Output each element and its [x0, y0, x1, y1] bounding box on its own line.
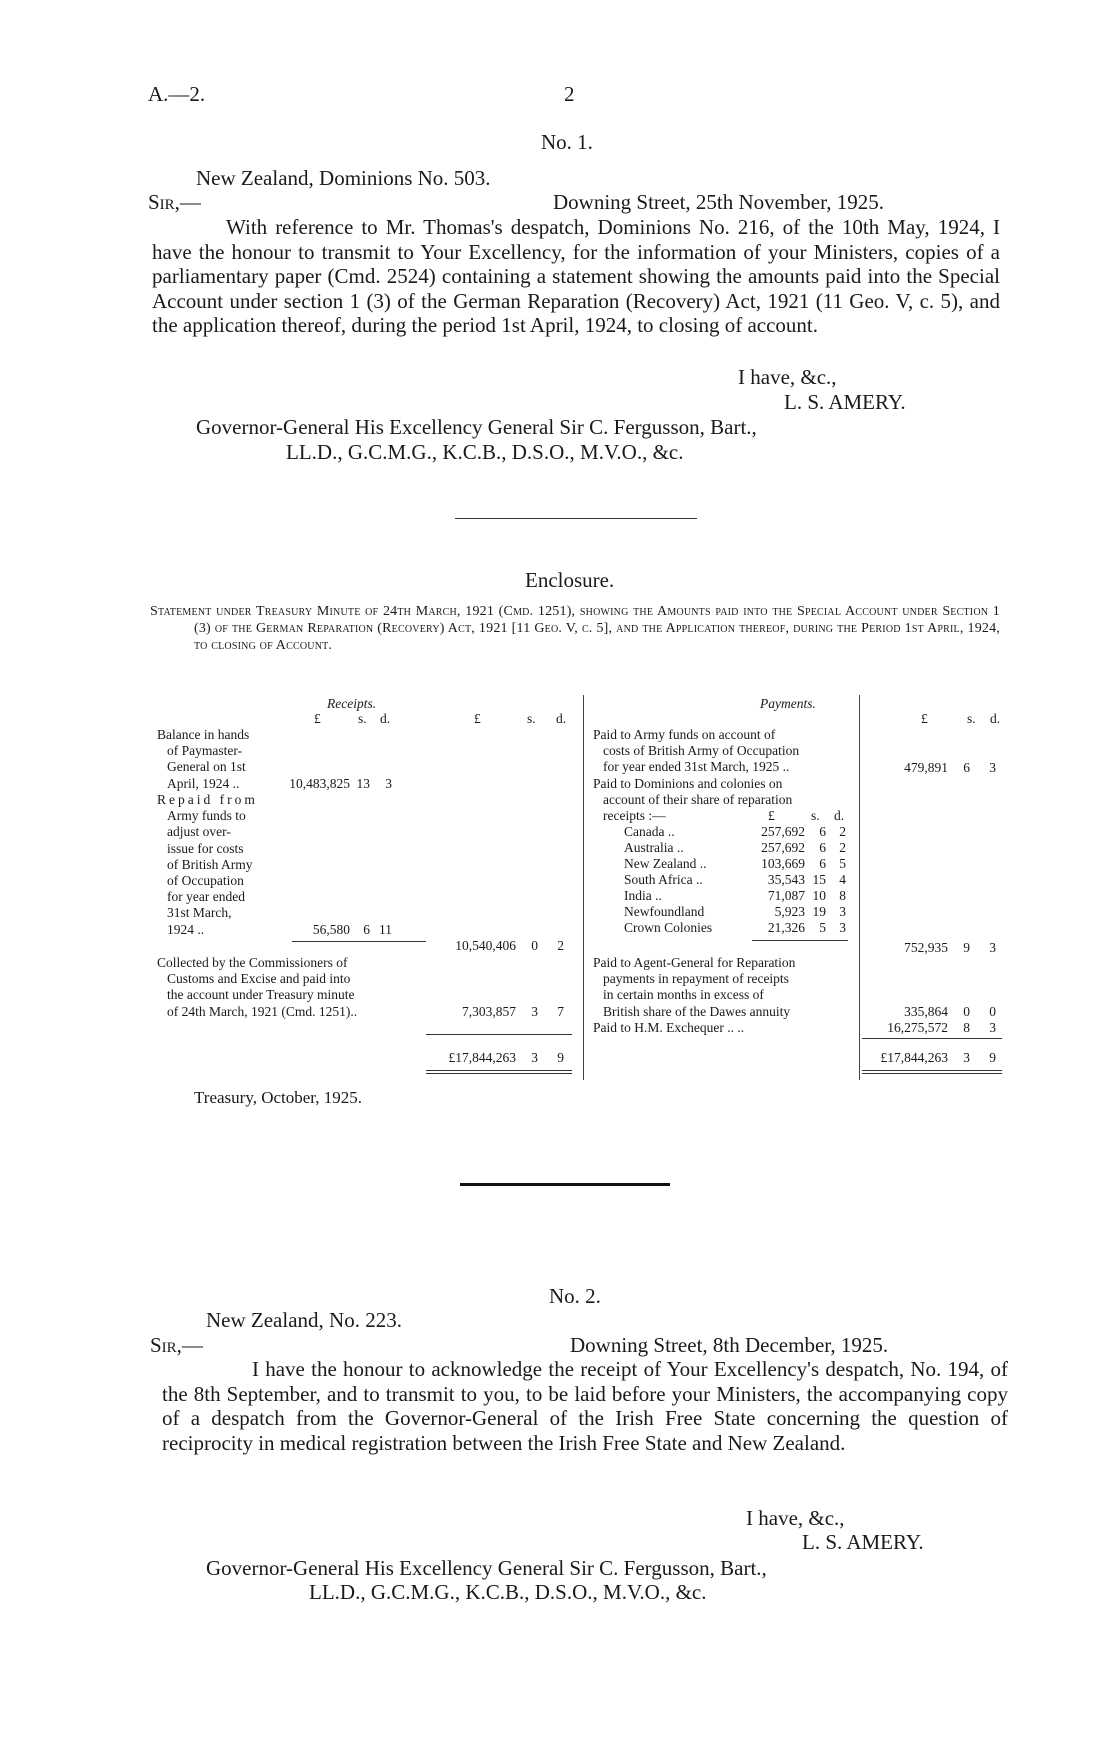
payment-dominions-pounds: 752,935 — [904, 940, 948, 955]
letter-1-number: No. 1. — [541, 130, 593, 154]
dominion-pounds: 71,087 — [767, 888, 805, 903]
receipts-col-pence-2: d. — [556, 711, 567, 726]
collected-label-line: Collected by the Commissioners of — [157, 955, 348, 970]
letter-2-body-text: I have the honour to acknowledge the receipt of Your Excellency's despatch, No. 194, of the 8th September, and to transmit to you, to be laid before your Ministers, the accompanying copy of a despatch from the Governor-General of the Irish Free State concerning the question of reciprocity in medical registration between the Irish Free State and New Zealand. — [162, 1357, 1008, 1455]
dominion-pounds: 21,326 — [767, 920, 805, 935]
dominion-name: India .. — [624, 888, 662, 903]
letter-1-addressee-line-2: LL.D., G.C.M.G., K.C.B., D.S.O., M.V.O., &c. — [286, 440, 684, 464]
repaid-label-line: Repaid from — [157, 792, 258, 807]
dominion-pence: 4 — [839, 872, 846, 887]
dominion-pence: 5 — [839, 856, 846, 871]
balance-label-line: April, 1924 .. — [167, 775, 240, 791]
letter-2-signature: L. S. AMERY. — [802, 1530, 924, 1554]
receipt-subtotal-pence: 2 — [557, 938, 564, 953]
dominions-col-shillings: s. — [811, 808, 820, 823]
payments-col-pence: d. — [990, 711, 1001, 726]
payment-agent-pence: 0 — [989, 1004, 996, 1019]
repaid-label-line: of British Army — [167, 856, 253, 872]
receipt-balance-pounds: 10,483,825 — [289, 776, 350, 791]
dominion-name: South Africa .. — [624, 872, 703, 887]
payment-exchequer-label: Paid to H.M. Exchequer .. .. — [593, 1020, 745, 1035]
letter-1-body-text: With reference to Mr. Thomas's despatch, Dominions No. 216, of the 10th May, 1924, I have the honour to transmit to Your Excellency, for the information of your Ministers, copies of a parliamentary paper (Cmd. 2524) containing a statement showing the amounts paid into the Special Account under section 1 (3) of the German Reparation (Recovery) Act, 1921 (11 Geo. V, c. 5), and the application thereof, during the period 1st April, 1924, to closing of account. — [152, 215, 1000, 338]
receipt-total-shillings: 3 — [531, 1050, 538, 1065]
dominions-subtotal-rule — [752, 940, 848, 941]
payment-exchequer-pounds: 16,275,572 — [887, 1020, 948, 1035]
payment-total-pence: 9 — [989, 1050, 996, 1065]
dominions-col-pounds: £ — [768, 808, 775, 823]
payment-dominions-label — [593, 776, 792, 825]
payment-total-pounds: £17,844,263 — [880, 1050, 948, 1065]
receipt-balance-pence: 3 — [385, 776, 392, 791]
dominion-pence: 2 — [839, 824, 846, 839]
letter-2-closing: I have, &c., — [746, 1506, 845, 1530]
dominions-col-pence: d. — [834, 808, 845, 823]
receipt-total-pence: 9 — [557, 1050, 564, 1065]
balance-label-line: General on 1st — [167, 759, 246, 775]
repaid-label-line: for year ended — [167, 889, 245, 905]
payments-col-shillings: s. — [967, 711, 976, 726]
letter-2-address-date: Downing Street, 8th December, 1925. — [570, 1333, 889, 1357]
dominion-shillings: 6 — [819, 824, 826, 839]
payment-agent-shillings: 0 — [963, 1004, 970, 1019]
section-divider — [455, 518, 697, 519]
repaid-label-line: 1924 .. — [167, 921, 205, 937]
payments-total-rule-bottom-2 — [862, 1073, 1002, 1074]
dominion-pence: 3 — [839, 904, 846, 919]
receipt-total-pounds: £17,844,263 — [448, 1050, 516, 1065]
dominion-pounds: 103,669 — [761, 856, 805, 871]
dominions-label-line: account of their share of reparation — [603, 792, 793, 808]
repaid-label-line: Army funds to — [167, 808, 246, 824]
payment-exchequer-pence: 3 — [989, 1020, 996, 1035]
collected-label-line: the account under Treasury minute — [167, 987, 355, 1003]
agent-label-line: British share of the Dawes annuity — [603, 1003, 791, 1019]
letter-1-addressee-line-1: Governor-General His Excellency General Sir C. Fergusson, Bart., — [196, 415, 757, 439]
repaid-label-line: of Occupation — [167, 873, 244, 889]
payment-exchequer-shillings: 8 — [963, 1020, 970, 1035]
payment-dominions-pence: 3 — [989, 940, 996, 955]
receipts-total-rule-bottom-2 — [426, 1073, 572, 1074]
receipt-collected-pounds: 7,303,857 — [462, 1004, 516, 1019]
receipt-collected-label — [157, 955, 357, 1020]
payment-army-shillings: 6 — [963, 760, 970, 775]
receipt-collected-pence: 7 — [557, 1004, 564, 1019]
receipts-col-pence: d. — [380, 711, 391, 726]
dominion-shillings: 15 — [812, 872, 826, 887]
receipts-total-rule-bottom-1 — [426, 1070, 572, 1071]
dominion-name: Canada .. — [624, 824, 675, 839]
letter-2-dominion-ref: New Zealand, No. 223. — [206, 1308, 402, 1332]
agent-label-line: in certain months in excess of — [603, 987, 764, 1003]
payment-army-label — [593, 727, 799, 776]
payments-total-rule-top — [862, 1038, 1002, 1039]
dominion-pence: 3 — [839, 920, 846, 935]
balance-label-line: of Paymaster- — [167, 743, 243, 759]
letter-2-body — [162, 1357, 1008, 1455]
receipt-balance-shillings: 13 — [356, 776, 370, 791]
dominion-name: Newfoundland — [624, 904, 705, 919]
document-reference: A.—2. — [148, 82, 206, 106]
dominion-shillings: 19 — [812, 904, 826, 919]
balance-label-line: Balance in hands — [157, 727, 250, 742]
letter-2-addressee-line-1: Governor-General His Excellency General Sir C. Fergusson, Bart., — [206, 1556, 767, 1580]
dominions-label-line: receipts :— — [603, 808, 666, 824]
receipts-col-pounds: £ — [314, 711, 321, 726]
payment-dominions-shillings: 9 — [963, 940, 970, 955]
receipt-repaid-shillings: 6 — [363, 922, 370, 937]
receipts-total-rule-top — [426, 1034, 572, 1035]
enclosure-heading-text: Statement under Treasury Minute of 24th March, 1921 (Cmd. 1251), showing the Amounts paid into the Special Account under Section 1 (3) of the German Reparation (Recovery) Act, 1921 [11 Geo. V, c. 5], and the Application thereof, during the Period 1st April, 1924, to closing of Account. — [150, 604, 1000, 653]
payment-army-pence: 3 — [989, 760, 996, 775]
receipts-subtotal-rule — [292, 941, 426, 942]
collected-label-line: Customs and Excise and paid into — [167, 971, 351, 987]
payment-agent-pounds: 335,864 — [904, 1004, 948, 1019]
receipt-subtotal-pounds: 10,540,406 — [455, 938, 516, 953]
dominion-shillings: 5 — [819, 920, 826, 935]
receipt-subtotal-shillings: 0 — [531, 938, 538, 953]
dominions-label-line: Paid to Dominions and colonies on — [593, 776, 783, 791]
payment-army-pounds: 479,891 — [904, 760, 948, 775]
receipt-balance-label — [157, 727, 249, 792]
dominion-pounds: 257,692 — [761, 824, 805, 839]
heavy-divider — [460, 1183, 670, 1186]
payments-col-pounds: £ — [921, 711, 928, 726]
enclosure-title: Enclosure. — [525, 568, 615, 592]
enclosure-footer: Treasury, October, 1925. — [194, 1088, 363, 1107]
letter-1-body — [152, 215, 1000, 338]
dominion-shillings: 6 — [819, 840, 826, 855]
dominion-pence: 2 — [839, 840, 846, 855]
payment-agent-label — [593, 955, 795, 1020]
page-number: 2 — [564, 82, 575, 106]
collected-label-line: of 24th March, 1921 (Cmd. 1251).. — [167, 1003, 358, 1019]
army-label-line: costs of British Army of Occupation — [603, 743, 800, 759]
receipt-repaid-pounds: 56,580 — [312, 922, 350, 937]
letter-2-number: No. 2. — [549, 1284, 601, 1308]
letter-1-salutation: Sir,— — [148, 190, 201, 214]
agent-label-line: payments in repayment of receipts — [603, 971, 789, 987]
payment-total-shillings: 3 — [963, 1050, 970, 1065]
receipts-col-pounds-2: £ — [474, 711, 481, 726]
dominion-shillings: 10 — [812, 888, 826, 903]
letter-1-signature: L. S. AMERY. — [784, 390, 906, 414]
dominion-shillings: 6 — [819, 856, 826, 871]
repaid-label-line: 31st March, — [167, 905, 232, 921]
receipt-collected-shillings: 3 — [531, 1004, 538, 1019]
letter-2-salutation: Sir,— — [150, 1333, 203, 1357]
dominion-pounds: 5,923 — [774, 904, 805, 919]
army-label-line: Paid to Army funds on account of — [593, 727, 776, 742]
payments-title: Payments. — [760, 696, 816, 711]
dominion-pounds: 257,692 — [761, 840, 805, 855]
receipts-col-shillings-2: s. — [527, 711, 536, 726]
receipt-repaid-label — [157, 792, 258, 938]
agent-label-line: Paid to Agent-General for Reparation — [593, 955, 796, 970]
letter-1-address-date: Downing Street, 25th November, 1925. — [553, 190, 885, 214]
enclosure-heading — [150, 603, 1000, 654]
army-label-line: for year ended 31st March, 1925 .. — [603, 759, 790, 775]
dominion-pence: 8 — [839, 888, 846, 903]
repaid-label-line: issue for costs — [167, 840, 244, 856]
dominion-pounds: 35,543 — [767, 872, 805, 887]
dominion-name: New Zealand .. — [624, 856, 707, 871]
dominion-name: Crown Colonies — [624, 920, 713, 935]
table-centre-divider — [583, 695, 584, 1080]
dominion-name: Australia .. — [624, 840, 684, 855]
letter-1-dominion-ref: New Zealand, Dominions No. 503. — [196, 166, 491, 190]
receipts-col-shillings: s. — [358, 711, 367, 726]
receipt-repaid-pence: 11 — [379, 922, 392, 937]
receipts-title: Receipts. — [327, 696, 377, 711]
letter-2-addressee-line-2: LL.D., G.C.M.G., K.C.B., D.S.O., M.V.O., &c. — [309, 1580, 707, 1604]
payments-total-rule-bottom-1 — [862, 1070, 1002, 1071]
repaid-label-line: adjust over- — [167, 824, 231, 840]
letter-1-closing: I have, &c., — [738, 365, 837, 389]
